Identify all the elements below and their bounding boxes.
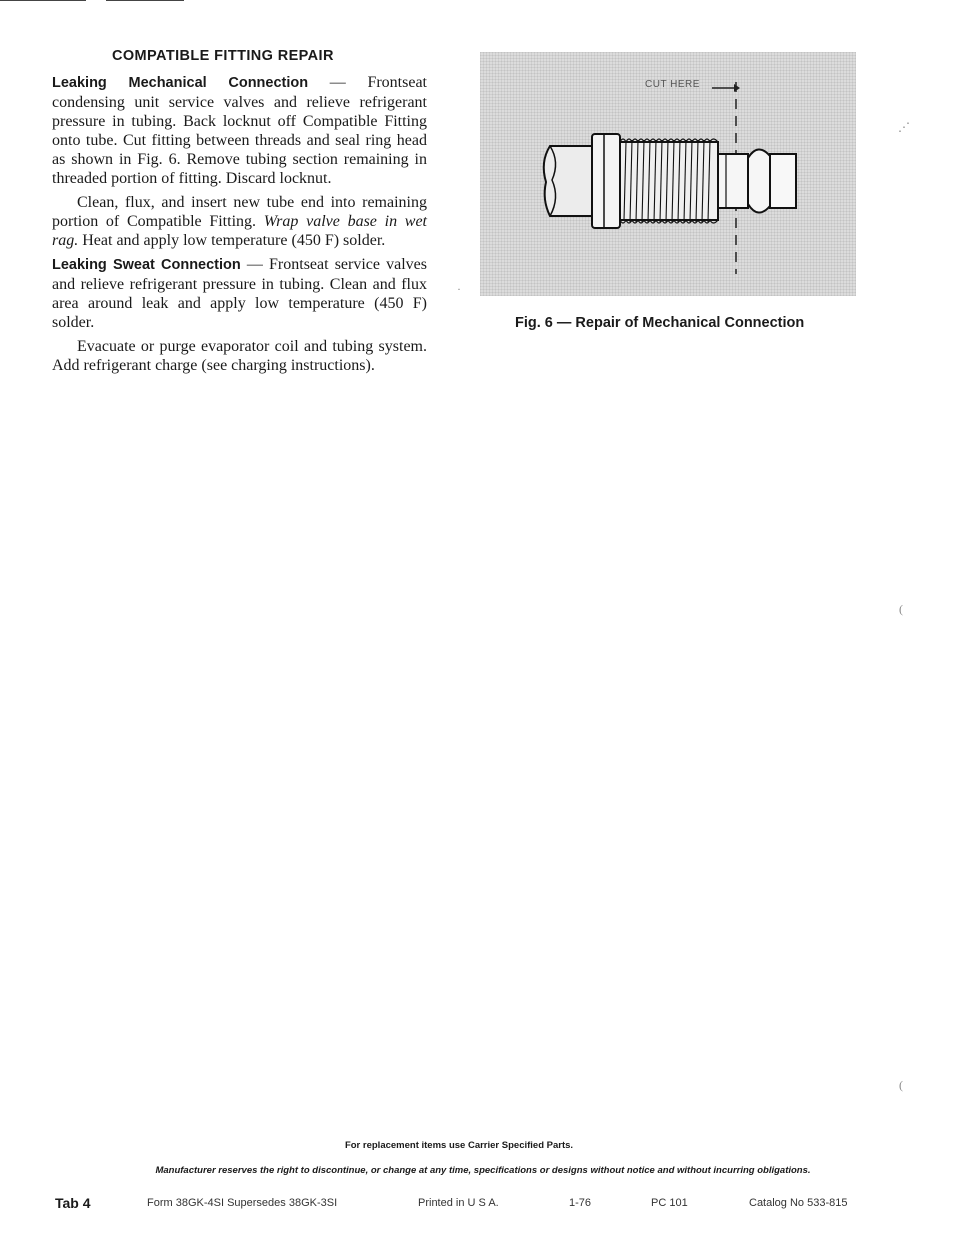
printed-in: Printed in U S A.: [418, 1197, 499, 1209]
replacement-parts-note: For replacement items use Carrier Specified Parts.: [344, 1140, 574, 1151]
scan-speck: ·: [457, 282, 461, 296]
runin-title: Leaking Sweat Connection: [52, 257, 241, 273]
paragraph-text: Evacuate or purge evaporator coil and tubing system. Add refrigerant charge (see charging instructions).: [52, 338, 427, 374]
tube-section: [544, 146, 592, 216]
italic-instruction: Wrap valve base in wet rag.: [52, 213, 427, 249]
cut-here-label: CUT HERE: [645, 79, 700, 90]
text-column: [52, 48, 427, 380]
top-rule: [0, 0, 86, 1]
paragraph-text: Frontseat service valves and relieve refrigerant pressure in tubing. Clean and flux area around leak and apply low temperature (450 F) solder.: [52, 256, 428, 331]
seal-ring-head: [748, 149, 770, 212]
fitting-neck: [718, 154, 748, 208]
top-rule: [106, 0, 184, 1]
scan-speck: ⋰: [898, 120, 910, 134]
paragraph-clean: [52, 193, 427, 250]
tab-number: Tab 4: [55, 1195, 91, 1211]
paragraph-text: Heat and apply low temperature (450 F) solder.: [82, 232, 386, 249]
fitting-end: [770, 154, 796, 208]
paragraph-sweat: [52, 255, 427, 332]
paragraph-text: Frontseat condensing unit service valves and relieve refrigerant pressure in tubing. Back locknut off Compatible Fitting onto tube. Cut fitting between threads and seal ring head as shown in Fig. 6. Remove tubing section remaining in threaded portion of fitting. Discard locknut.: [52, 74, 427, 187]
paragraph-mechanical: [52, 73, 427, 188]
pc-code: PC 101: [651, 1197, 688, 1209]
dash: —: [308, 74, 368, 91]
scan-speck: (: [899, 602, 903, 616]
cut-arrow-head: [734, 84, 740, 92]
fitting-figure: [480, 52, 856, 296]
catalog-number: Catalog No 533-815: [749, 1197, 848, 1209]
print-date: 1-76: [569, 1197, 592, 1209]
footer-line: [55, 1195, 865, 1213]
section-heading: COMPATIBLE FITTING REPAIR: [112, 48, 334, 64]
fitting-flange: [592, 134, 620, 228]
dash: —: [240, 256, 270, 273]
scan-speck: (: [899, 1078, 903, 1092]
disclaimer-note: Manufacturer reserves the right to discontinue, or change at any time, specifications or designs without notice and without incurring obligations.: [155, 1165, 811, 1176]
form-number: Form 38GK-4SI Supersedes 38GK-3SI: [147, 1197, 338, 1209]
runin-title: Leaking Mechanical Connection: [52, 75, 309, 91]
paragraph-text: Clean, flux, and insert new tube end into remaining portion of Compatible Fitting.: [52, 194, 427, 230]
figure-caption: Fig. 6 — Repair of Mechanical Connection: [515, 315, 805, 331]
paragraph-evacuate: [52, 337, 427, 375]
